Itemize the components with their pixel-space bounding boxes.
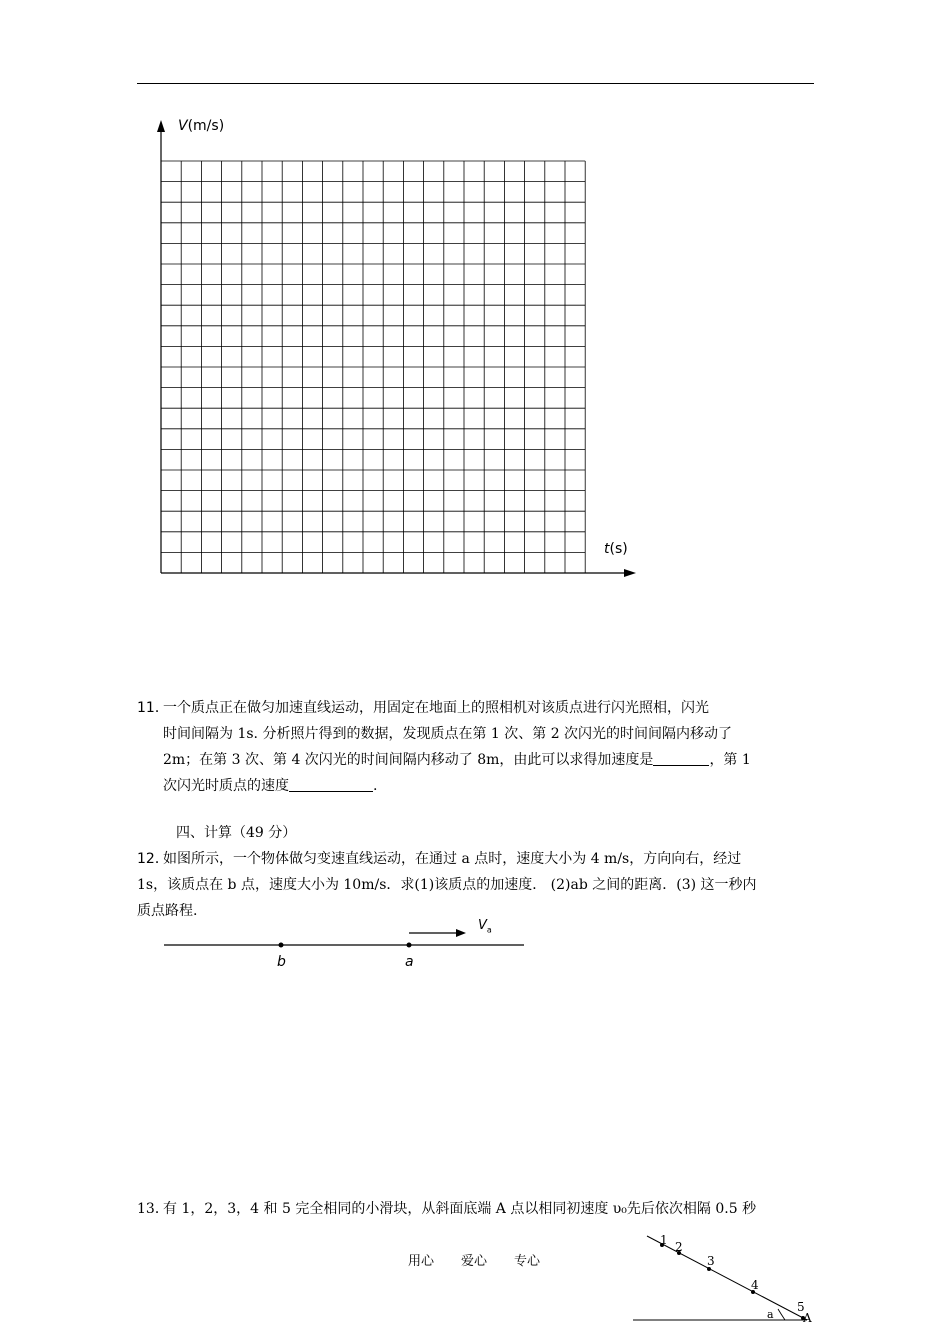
footer-item-2: 爱心: [461, 1254, 488, 1269]
question-12: [137, 846, 817, 924]
question-number: 11．: [137, 700, 169, 716]
x-axis-label: t(s): [604, 541, 628, 557]
q11-line-4: 次闪光时质点的速度 .: [163, 778, 378, 794]
q12-figure: [160, 918, 530, 958]
angle-label: a: [767, 1308, 774, 1321]
velocity-arrow-head: [456, 929, 466, 937]
velocity-label: $V_a$: [478, 918, 492, 935]
q11-line-2: 时间间隔为 1s. 分析照片得到的数据，发现质点在第 1 次、第 2 次闪光的时间间隔内移动了: [163, 726, 733, 742]
point-a-label: a: [405, 954, 414, 970]
q11-line-3: 2m；在第 3 次、第 4 次闪光的时间间隔内移动了 8m，由此可以求得加速度是 ，第 1: [163, 752, 751, 768]
point-b-label: b: [277, 954, 286, 970]
x-axis-arrow: [624, 569, 636, 577]
block-label-3: 3: [707, 1254, 715, 1268]
point-b-dot: [279, 943, 284, 948]
footer-item-3: 专心: [514, 1254, 541, 1269]
question-13: [137, 1196, 827, 1222]
q11-line-1: 一个质点正在做匀加速直线运动，用固定在地面上的照相机对该质点进行闪光照相，闪光: [163, 700, 709, 716]
incline-figure: [625, 1228, 825, 1328]
block-label-5: 5: [797, 1300, 805, 1314]
q13-line-1: 有 1，2，3，4 和 5 完全相同的小滑块，从斜面底端 A 点以相同初速度 υ₀先后依次相隔 0.5 秒: [163, 1201, 757, 1217]
point-a-dot: [407, 943, 412, 948]
velocity-blank[interactable]: [289, 777, 373, 792]
question-number: 13．: [137, 1201, 169, 1217]
header-rule: [137, 83, 814, 84]
q12-line-3: 质点路程.: [137, 903, 198, 919]
y-axis-label: V(m/s): [178, 118, 225, 134]
velocity-time-graph: [140, 110, 660, 590]
y-axis-arrow: [157, 120, 165, 132]
graph-grid: [161, 161, 585, 573]
incline-line: [647, 1236, 807, 1320]
block-label-2: 2: [675, 1240, 683, 1254]
point-A-label: A: [803, 1311, 812, 1325]
acceleration-blank[interactable]: [653, 751, 709, 766]
q12-line-2: 1s，该质点在 b 点，速度大小为 10m/s．求(1)该质点的加速度． (2)ab 之间的距离．(3) 这一秒内: [137, 877, 757, 893]
q12-line-1: 如图所示，一个物体做匀变速直线运动，在通过 a 点时，速度大小为 4 m/s，方向向右，经过: [163, 851, 742, 867]
question-11: [137, 695, 817, 799]
footer-item-1: 用心: [408, 1254, 435, 1269]
question-number: 12．: [137, 851, 169, 867]
block-label-1: 1: [660, 1233, 668, 1247]
block-label-4: 4: [751, 1278, 759, 1292]
angle-arc: [778, 1309, 785, 1320]
section-title: 四、计算（49 分）: [176, 825, 297, 841]
